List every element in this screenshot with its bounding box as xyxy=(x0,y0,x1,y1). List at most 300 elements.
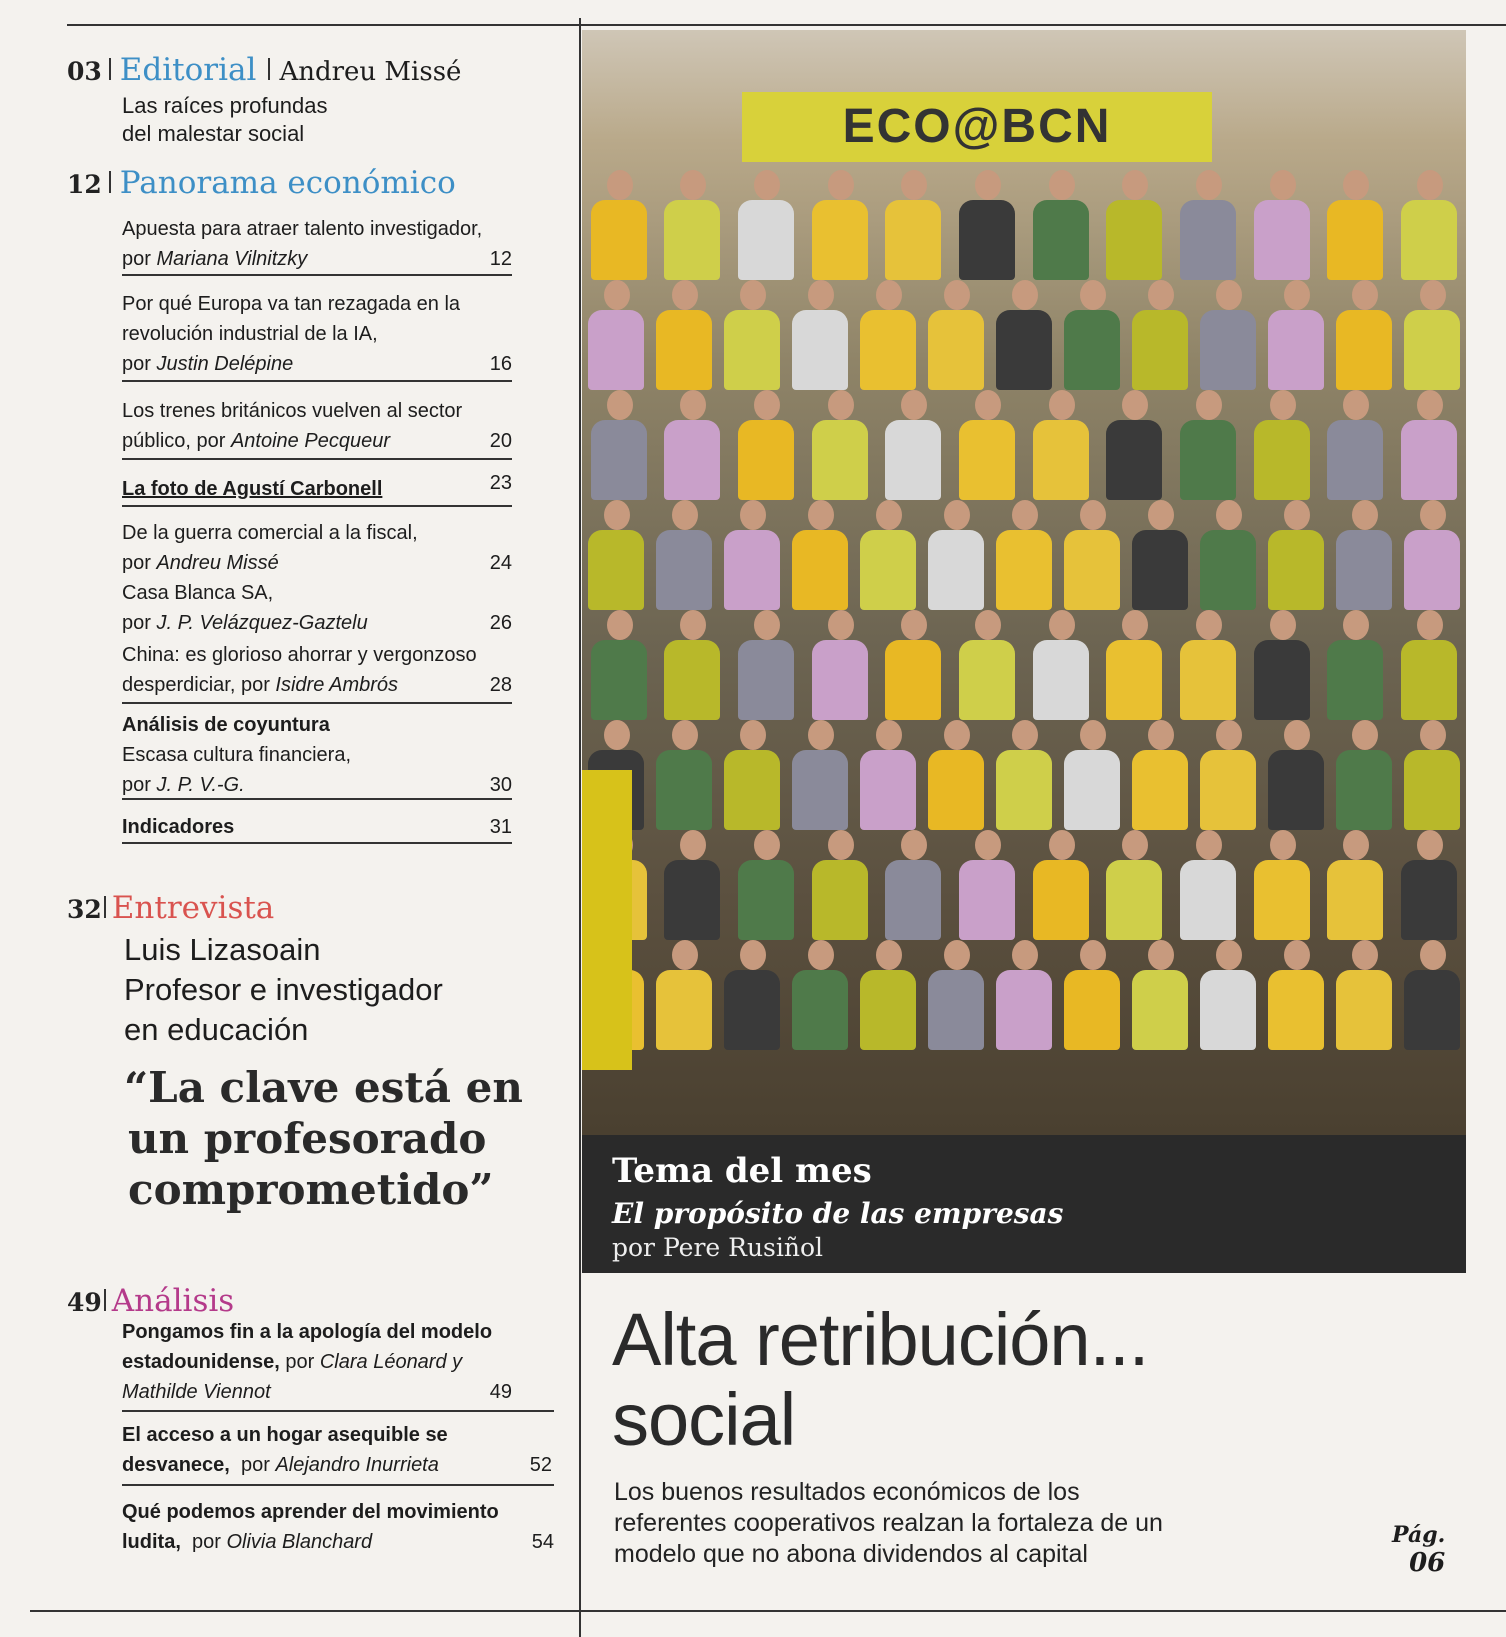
person-head xyxy=(607,170,633,200)
person-head xyxy=(1196,170,1222,200)
editorial-subtitle[interactable] xyxy=(122,92,512,148)
person-figure xyxy=(656,720,712,840)
entry-title: El acceso a un hogar asequible se xyxy=(122,1424,448,1446)
byline-prefix: por xyxy=(180,1531,227,1553)
tema-caption[interactable] xyxy=(582,1135,1466,1273)
divider xyxy=(104,896,106,918)
person-shirt xyxy=(724,970,780,1050)
person-shirt xyxy=(1106,640,1162,720)
person-shirt xyxy=(656,750,712,830)
entry-title: China: es glorioso ahorrar y vergonzoso xyxy=(122,644,477,666)
person-figure xyxy=(928,940,984,1060)
person-figure xyxy=(1064,720,1120,840)
person-shirt xyxy=(656,530,712,610)
person-shirt xyxy=(1254,200,1310,280)
person-head xyxy=(808,720,834,750)
toc-entry[interactable] xyxy=(122,710,512,800)
person-head xyxy=(1196,610,1222,640)
person-shirt xyxy=(1268,530,1324,610)
person-head xyxy=(1122,830,1148,860)
person-head xyxy=(944,500,970,530)
person-figure xyxy=(1132,500,1188,620)
person-figure xyxy=(1268,940,1324,1060)
banner-text: ECO@BCN xyxy=(842,100,1112,153)
person-head xyxy=(1352,280,1378,310)
person-figure xyxy=(928,500,984,620)
person-shirt xyxy=(1254,640,1310,720)
entry-byline xyxy=(122,608,512,638)
crowd-row xyxy=(582,390,1466,510)
person-head xyxy=(740,720,766,750)
yellow-sign xyxy=(582,770,632,1070)
person-figure xyxy=(1180,170,1236,290)
person-shirt xyxy=(724,530,780,610)
person-head xyxy=(680,830,706,860)
section-number: 32 xyxy=(67,895,102,924)
person-shirt xyxy=(1268,970,1324,1050)
entry-byline xyxy=(122,426,512,456)
page-number: 23 xyxy=(489,472,512,494)
entry-byline xyxy=(122,244,512,274)
person-figure xyxy=(885,390,941,510)
separator xyxy=(122,1410,554,1412)
editorial-head xyxy=(67,52,461,88)
quote-line: comprometido” xyxy=(128,1165,494,1214)
entry-title: Escasa cultura financiera, xyxy=(122,744,352,766)
person-figure xyxy=(1180,610,1236,730)
person-shirt xyxy=(1064,750,1120,830)
person-head xyxy=(828,610,854,640)
author-name: Andreu Missé xyxy=(279,57,462,87)
person-shirt xyxy=(1401,860,1457,940)
interview-quote[interactable] xyxy=(124,1062,523,1215)
entry-title: Qué podemos aprender del movimiento xyxy=(122,1501,499,1523)
cover-photo[interactable] xyxy=(582,30,1466,1135)
quote-line: un profesorado xyxy=(128,1114,487,1163)
person-shirt xyxy=(1327,640,1383,720)
person-head xyxy=(1049,610,1075,640)
person-figure xyxy=(664,830,720,950)
entry-author: Olivia Blanchard xyxy=(226,1531,373,1553)
person-shirt xyxy=(1404,750,1460,830)
person-shirt xyxy=(1404,310,1460,390)
person-figure xyxy=(664,390,720,510)
tema-author: por Pere Rusiñol xyxy=(612,1233,824,1262)
person-figure xyxy=(1268,720,1324,840)
person-figure xyxy=(1132,720,1188,840)
page-number: 12 xyxy=(489,248,512,270)
person-head xyxy=(680,390,706,420)
person-figure xyxy=(1404,940,1460,1060)
entry-title: ludita, xyxy=(122,1531,181,1553)
section-number: 03 xyxy=(67,57,102,86)
person-head xyxy=(754,170,780,200)
person-figure xyxy=(656,280,712,400)
person-head xyxy=(1122,170,1148,200)
page-number: 52 xyxy=(529,1454,552,1476)
byline-prefix: por xyxy=(122,612,157,634)
person-shirt xyxy=(738,200,794,280)
subtitle-line: Las raíces profundas xyxy=(122,93,328,118)
person-figure xyxy=(792,720,848,840)
person-head xyxy=(1196,390,1222,420)
person-head xyxy=(1352,940,1378,970)
person-figure xyxy=(1404,720,1460,840)
person-head xyxy=(1343,390,1369,420)
person-head xyxy=(808,940,834,970)
person-figure xyxy=(1327,610,1383,730)
person-figure xyxy=(959,830,1015,950)
person-head xyxy=(1012,500,1038,530)
person-figure xyxy=(1132,940,1188,1060)
toc-entry[interactable] xyxy=(122,640,512,700)
person-shirt xyxy=(860,750,916,830)
person-head xyxy=(1417,830,1443,860)
person-figure xyxy=(664,170,720,290)
toc-entry[interactable] xyxy=(122,1317,532,1407)
person-shirt xyxy=(591,200,647,280)
person-figure xyxy=(1254,610,1310,730)
person-head xyxy=(876,720,902,750)
entry-author: Andreu Missé xyxy=(156,552,279,574)
column-divider xyxy=(579,18,581,1637)
crowd-row xyxy=(582,720,1466,840)
person-figure xyxy=(1180,830,1236,950)
person-shirt xyxy=(812,640,868,720)
entry-byline xyxy=(122,1527,554,1557)
person-head xyxy=(1080,280,1106,310)
person-shirt xyxy=(996,310,1052,390)
person-figure xyxy=(1033,170,1089,290)
person-head xyxy=(1420,940,1446,970)
separator xyxy=(122,274,512,276)
person-shirt xyxy=(860,530,916,610)
page-number: 16 xyxy=(489,353,512,375)
tema-subtitle: El propósito de las empresas xyxy=(612,1197,1064,1230)
person-figure xyxy=(1033,610,1089,730)
person-figure xyxy=(860,280,916,400)
person-figure xyxy=(1268,500,1324,620)
person-figure xyxy=(1106,170,1162,290)
headline-line: social xyxy=(612,1378,796,1461)
person-figure xyxy=(1404,500,1460,620)
person-head xyxy=(1284,940,1310,970)
separator xyxy=(122,458,512,460)
feature-deck xyxy=(614,1477,1254,1570)
person-figure xyxy=(588,280,644,400)
person-shirt xyxy=(928,310,984,390)
page-number: 20 xyxy=(489,430,512,452)
person-head xyxy=(1270,610,1296,640)
person-figure xyxy=(588,500,644,620)
section-title[interactable]: Panorama económico xyxy=(119,165,456,201)
person-head xyxy=(975,830,1001,860)
entry-byline xyxy=(122,548,512,578)
entry-kicker: Análisis de coyuntura xyxy=(122,714,330,736)
person-figure xyxy=(860,500,916,620)
person-figure xyxy=(1327,170,1383,290)
person-head xyxy=(828,170,854,200)
person-shirt xyxy=(1336,310,1392,390)
crowd-row xyxy=(582,830,1466,950)
toc-entry[interactable] xyxy=(122,396,512,456)
person-head xyxy=(1270,390,1296,420)
entry-title: Indicadores xyxy=(122,816,235,838)
person-head xyxy=(1122,610,1148,640)
separator xyxy=(122,380,512,382)
person-head xyxy=(1148,940,1174,970)
person-figure xyxy=(1401,170,1457,290)
person-shirt xyxy=(1180,420,1236,500)
person-head xyxy=(1343,830,1369,860)
person-head xyxy=(901,170,927,200)
person-figure xyxy=(1033,390,1089,510)
crowd-row xyxy=(582,940,1466,1060)
person-head xyxy=(607,390,633,420)
person-figure xyxy=(928,280,984,400)
person-shirt xyxy=(1327,200,1383,280)
section-title[interactable]: Análisis xyxy=(111,1283,235,1319)
person-shirt xyxy=(1401,640,1457,720)
entry-byline xyxy=(122,770,512,800)
person-shirt xyxy=(885,200,941,280)
person-shirt xyxy=(996,530,1052,610)
person-figure xyxy=(1200,500,1256,620)
entry-title: Pongamos fin a la apología del modelo xyxy=(122,1321,493,1343)
person-figure xyxy=(1033,830,1089,950)
feature-headline[interactable] xyxy=(612,1300,1148,1460)
top-rule xyxy=(67,24,1506,26)
person-head xyxy=(1049,170,1075,200)
separator xyxy=(122,798,512,800)
person-shirt xyxy=(959,640,1015,720)
person-figure xyxy=(860,720,916,840)
person-shirt xyxy=(959,860,1015,940)
person-head xyxy=(975,390,1001,420)
person-figure xyxy=(959,610,1015,730)
person-figure xyxy=(885,170,941,290)
person-figure xyxy=(1401,610,1457,730)
person-shirt xyxy=(1132,310,1188,390)
person-shirt xyxy=(860,970,916,1050)
toc-entry[interactable] xyxy=(122,578,512,638)
person-shirt xyxy=(1033,860,1089,940)
person-head xyxy=(1216,940,1242,970)
entry-author: J. P. Velázquez-Gaztelu xyxy=(156,612,368,634)
person-head xyxy=(754,830,780,860)
person-shirt xyxy=(1106,200,1162,280)
person-shirt xyxy=(1268,750,1324,830)
person-head xyxy=(680,170,706,200)
person-shirt xyxy=(591,640,647,720)
person-figure xyxy=(1064,280,1120,400)
page-number: 28 xyxy=(489,674,512,696)
person-head xyxy=(1148,500,1174,530)
person-figure xyxy=(812,610,868,730)
interview-subject[interactable] xyxy=(124,930,443,1050)
person-shirt xyxy=(664,640,720,720)
separator xyxy=(122,842,512,844)
person-head xyxy=(901,610,927,640)
person-figure xyxy=(738,170,794,290)
person-figure xyxy=(1327,390,1383,510)
byline-prefix: por xyxy=(122,552,157,574)
byline-prefix: desperdiciar, por xyxy=(122,674,276,696)
person-figure xyxy=(664,610,720,730)
person-shirt xyxy=(1106,420,1162,500)
person-shirt xyxy=(1064,970,1120,1050)
person-figure xyxy=(591,170,647,290)
person-figure xyxy=(1404,280,1460,400)
person-shirt xyxy=(1033,640,1089,720)
person-head xyxy=(828,830,854,860)
entry-author: Mathilde Viennot xyxy=(122,1381,271,1403)
page-number: 24 xyxy=(489,552,512,574)
person-shirt xyxy=(996,970,1052,1050)
pag-number: 06 xyxy=(1409,1548,1446,1578)
person-figure xyxy=(724,500,780,620)
separator xyxy=(122,702,512,704)
crowd-row xyxy=(582,610,1466,730)
deck-line: modelo que no abona dividendos al capital xyxy=(614,1540,1088,1568)
person-figure xyxy=(724,280,780,400)
person-figure xyxy=(1106,390,1162,510)
entry-author: Justin Delépine xyxy=(156,353,294,375)
person-head xyxy=(1270,170,1296,200)
toc-entry[interactable] xyxy=(122,812,512,842)
person-head xyxy=(808,280,834,310)
person-shirt xyxy=(812,200,868,280)
person-head xyxy=(1216,280,1242,310)
person-figure xyxy=(1200,720,1256,840)
person-head xyxy=(1284,500,1310,530)
person-figure xyxy=(1336,940,1392,1060)
person-head xyxy=(672,500,698,530)
person-head xyxy=(672,720,698,750)
person-figure xyxy=(1336,500,1392,620)
person-figure xyxy=(860,940,916,1060)
person-head xyxy=(901,830,927,860)
person-head xyxy=(1049,830,1075,860)
person-figure xyxy=(1064,940,1120,1060)
person-figure xyxy=(812,830,868,950)
person-head xyxy=(604,280,630,310)
person-head xyxy=(1080,500,1106,530)
person-shirt xyxy=(1336,970,1392,1050)
person-figure xyxy=(656,500,712,620)
person-head xyxy=(1420,500,1446,530)
person-head xyxy=(876,500,902,530)
person-figure xyxy=(1401,830,1457,950)
entry-title: Apuesta para atraer talento investigador, xyxy=(122,218,483,240)
toc-entry[interactable] xyxy=(122,518,512,578)
byline-prefix: por xyxy=(122,353,157,375)
person-shirt xyxy=(1132,970,1188,1050)
person-shirt xyxy=(928,970,984,1050)
event-banner xyxy=(742,92,1212,162)
person-shirt xyxy=(1200,750,1256,830)
person-head xyxy=(740,500,766,530)
person-head xyxy=(1148,280,1174,310)
person-head xyxy=(828,390,854,420)
person-shirt xyxy=(1180,200,1236,280)
person-head xyxy=(808,500,834,530)
byline-prefix: por xyxy=(122,248,157,270)
person-shirt xyxy=(1180,860,1236,940)
person-shirt xyxy=(656,970,712,1050)
person-head xyxy=(1417,170,1443,200)
person-head xyxy=(740,280,766,310)
toc-entry[interactable] xyxy=(122,214,512,274)
person-head xyxy=(754,610,780,640)
entry-title: estadounidense, xyxy=(122,1351,280,1373)
person-head xyxy=(672,940,698,970)
person-figure xyxy=(959,390,1015,510)
person-head xyxy=(1012,280,1038,310)
person-head xyxy=(975,610,1001,640)
crowd-row xyxy=(582,500,1466,620)
person-shirt xyxy=(738,420,794,500)
toc-entry[interactable] xyxy=(122,289,512,379)
person-head xyxy=(1343,610,1369,640)
section-title[interactable]: Editorial xyxy=(119,52,257,88)
person-shirt xyxy=(1336,530,1392,610)
person-shirt xyxy=(1200,970,1256,1050)
entry-author: Antoine Pecqueur xyxy=(230,430,390,452)
divider xyxy=(104,1289,106,1311)
entrevista-head xyxy=(67,890,274,926)
toc-entry[interactable] xyxy=(122,1497,554,1557)
person-head xyxy=(672,280,698,310)
person-head xyxy=(1352,720,1378,750)
person-head xyxy=(944,280,970,310)
person-figure xyxy=(996,940,1052,1060)
analisis-head xyxy=(67,1283,234,1319)
crowd-row xyxy=(582,280,1466,400)
person-shirt xyxy=(664,200,720,280)
person-head xyxy=(680,610,706,640)
person-shirt xyxy=(724,310,780,390)
person-shirt xyxy=(885,640,941,720)
toc-entry[interactable] xyxy=(122,474,512,504)
divider xyxy=(268,58,270,80)
separator xyxy=(122,505,512,507)
page-number: 31 xyxy=(489,816,512,838)
page-reference[interactable] xyxy=(1392,1522,1445,1578)
person-figure xyxy=(656,940,712,1060)
deck-line: Los buenos resultados económicos de los xyxy=(614,1478,1080,1506)
toc-entry[interactable] xyxy=(122,1420,552,1480)
byline-prefix: por xyxy=(122,774,157,796)
entry-title: Por qué Europa va tan rezagada en la xyxy=(122,293,461,315)
divider xyxy=(109,58,111,80)
person-figure xyxy=(724,940,780,1060)
person-shirt xyxy=(1064,530,1120,610)
person-shirt xyxy=(664,420,720,500)
person-shirt xyxy=(959,200,1015,280)
person-shirt xyxy=(1200,310,1256,390)
person-shirt xyxy=(996,750,1052,830)
section-title[interactable]: Entrevista xyxy=(111,890,275,926)
person-shirt xyxy=(588,530,644,610)
person-shirt xyxy=(656,310,712,390)
person-figure xyxy=(724,720,780,840)
entry-byline xyxy=(122,349,512,379)
person-shirt xyxy=(1200,530,1256,610)
page-number: 49 xyxy=(489,1381,512,1403)
person-figure xyxy=(1401,390,1457,510)
separator xyxy=(122,1484,554,1486)
